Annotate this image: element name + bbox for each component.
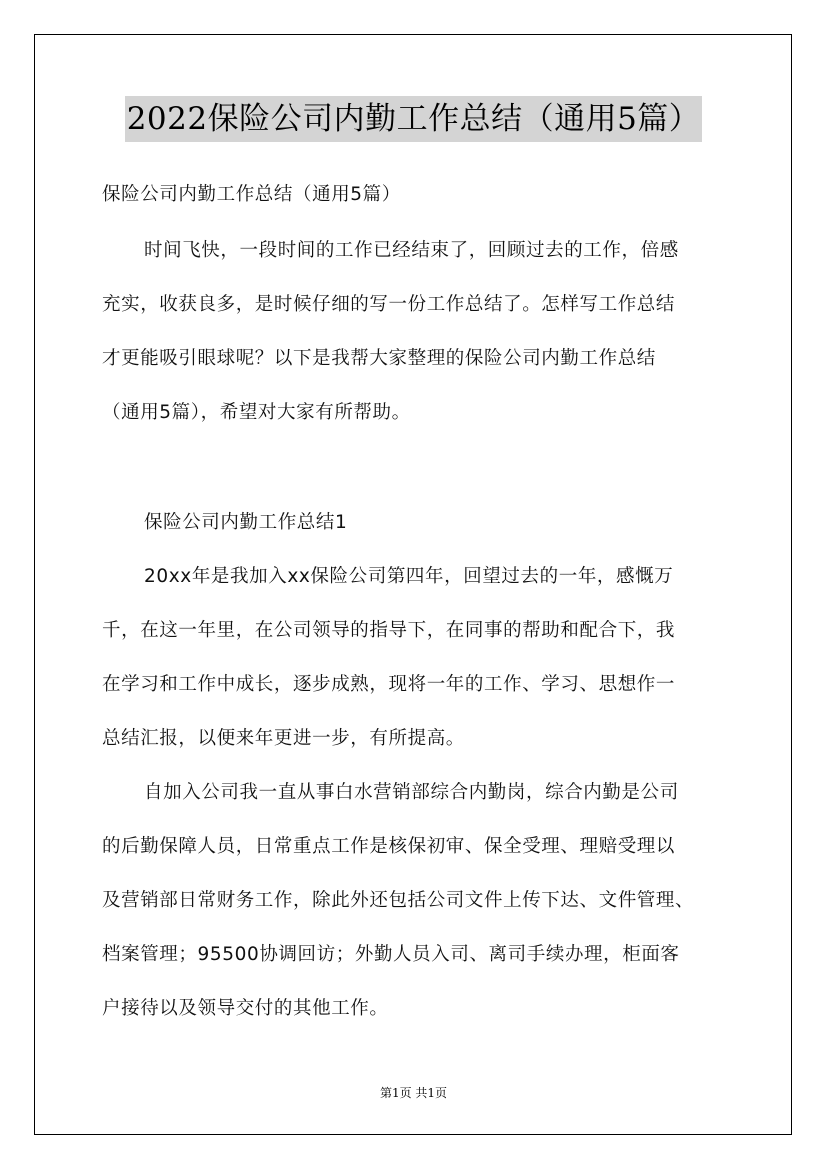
page-footer: 第1页 共1页 [379, 1086, 448, 1100]
subtitle: 保险公司内勤工作总结（通用5篇） [102, 184, 401, 205]
paragraph-line: 在学习和工作中成长，逐步成熟，现将一年的工作、学习、思想作一 [102, 674, 676, 695]
paragraph-line: 总结汇报，以便来年更进一步，有所提高。 [102, 728, 465, 749]
document-title: 2022保险公司内勤工作总结（通用5篇） [125, 96, 703, 142]
paragraph-line: 档案管理；95500协调回访；外勤人员入司、离司手续办理，柜面客 [102, 944, 680, 965]
intro-line: 才更能吸引眼球呢？以下是我帮大家整理的保险公司内勤工作总结 [102, 348, 656, 369]
intro-line: （通用5篇），希望对大家有所帮助。 [102, 402, 411, 423]
paragraph-line: 自加入公司我一直从事白水营销部综合内勤岗，综合内勤是公司 [144, 782, 679, 803]
paragraph-line: 千，在这一年里，在公司领导的指导下，在同事的帮助和配合下，我 [102, 620, 676, 641]
paragraph-line: 户接待以及领导交付的其他工作。 [102, 998, 389, 1019]
section-heading: 保险公司内勤工作总结1 [144, 512, 348, 533]
intro-line: 充实，收获良多，是时候仔细的写一份工作总结了。怎样写工作总结 [102, 294, 676, 315]
paragraph-line: 及营销部日常财务工作，除此外还包括公司文件上传下达、文件管理、 [102, 890, 695, 911]
intro-line: 时间飞快，一段时间的工作已经结束了，回顾过去的工作，倍感 [144, 240, 679, 261]
title-wrap [0, 96, 827, 142]
paragraph-line: 20xx年是我加入xx保险公司第四年，回望过去的一年，感慨万 [144, 566, 674, 587]
paragraph-line: 的后勤保障人员，日常重点工作是核保初审、保全受理、理赔受理以 [102, 836, 676, 857]
